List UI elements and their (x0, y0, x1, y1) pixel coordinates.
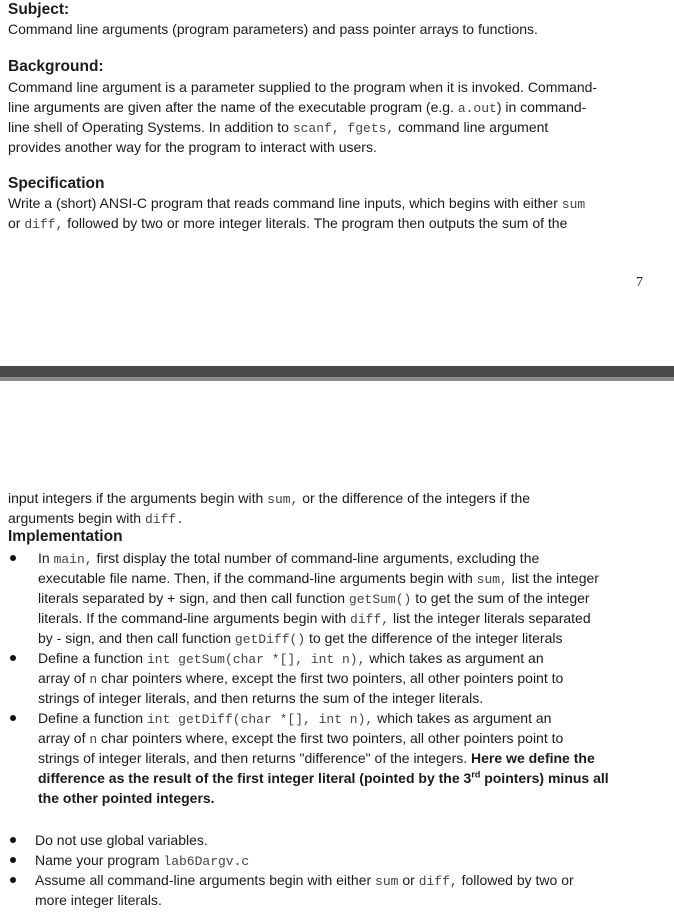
cont-line-2 (8, 508, 648, 528)
code-getsum: getSum() (348, 592, 412, 607)
b3-l4-sup: rd (471, 769, 481, 780)
spec-line-2 (8, 213, 648, 233)
spec-l2-or: or (8, 215, 25, 231)
b1-line-5 (38, 628, 648, 648)
code-getdiff-signature: int getDiff(char *[], int n), (146, 712, 374, 727)
b2-l1-a: Define a function (38, 650, 147, 666)
b1-l2-a: executable file name. Then, if the command-line arguments begin with (38, 570, 477, 586)
b2-l2-b: char pointers where, except the first two pointers, all other pointers point to (97, 670, 564, 686)
b1-l2-b: list the integer (507, 570, 599, 586)
b2-line-2 (38, 668, 648, 688)
b3-l2-b: char pointers where, except the first two pointers, all other pointers point to (97, 730, 564, 746)
req-3-b: followed by two or (457, 872, 574, 888)
impl-bullet-2 (8, 648, 648, 708)
code-diff: diff, (24, 217, 64, 232)
b3-line-5 (38, 788, 648, 808)
subject-heading: Subject: (8, 1, 70, 18)
specification-paragraph (8, 193, 648, 233)
continuation-paragraph (8, 488, 648, 528)
code-n-2: n (89, 732, 98, 747)
background-line-2 (8, 97, 648, 117)
b3-l5-bold: the other pointed integers. (38, 790, 215, 806)
code-diff-3: diff, (350, 612, 390, 627)
bg-l2-after: ) in command- (496, 99, 587, 115)
bg-l2-text: line arguments are given after the name of the executable program (e.g. (8, 99, 454, 115)
code-sum-3: sum, (476, 572, 508, 587)
b1-line-2 (38, 568, 648, 588)
requirements-list (8, 830, 648, 910)
code-diff-2: diff. (144, 512, 184, 527)
code-sum: sum (561, 197, 586, 212)
code-fgets: fgets, (347, 121, 395, 136)
cont-line-1 (8, 488, 648, 508)
b1-l5-b: to get the difference of the integer literals (305, 630, 563, 646)
b1-line-4 (38, 608, 648, 628)
background-line-4: provides another way for the program to interact with users. (8, 139, 377, 155)
req-3-a: Assume all command-line arguments begin with either (35, 872, 376, 888)
bullet-dot (10, 837, 16, 843)
page-number: 7 (636, 275, 643, 290)
code-sum-2: sum, (267, 492, 299, 507)
b3-l2-a: array of (38, 730, 90, 746)
b3-l1-a: Define a function (38, 710, 147, 726)
bullet-dot (10, 715, 16, 721)
cont-l1-a: input integers if the arguments begin with (8, 490, 268, 506)
impl-bullet-1 (8, 548, 648, 648)
b1-l5-a: by - sign, and then call function (38, 630, 235, 646)
code-aout: a.out (457, 101, 497, 116)
cont-l1-b: or the difference of the integers if the (298, 490, 531, 506)
req-2-text: Name your program (35, 852, 164, 868)
b3-l1-b: which takes as argument an (373, 710, 552, 726)
background-heading: Background: (8, 58, 104, 75)
b3-l4-bold-a: difference as the result of the first integer literal (pointed by the 3 (38, 770, 472, 786)
bg-l3-after: command line argument (394, 119, 549, 135)
implementation-list (8, 548, 648, 808)
b1-l3-a: literals separated by + sign, and then call function (38, 590, 349, 606)
code-n: n (89, 672, 98, 687)
bg-l3-prefix: line shell of Operating Systems. In addition to (8, 119, 293, 135)
bullet-dot (10, 555, 16, 561)
code-scanf: scanf, (292, 121, 340, 136)
b1-line-1 (38, 548, 648, 568)
b2-l2-a: array of (38, 670, 90, 686)
b1-line-3 (38, 588, 648, 608)
impl-bullet-3 (8, 708, 648, 808)
subject-text (8, 19, 648, 39)
bullet-dot (10, 655, 16, 661)
req-3-line-2: more integer literals. (35, 892, 162, 908)
b3-l3-bold: Here we define the (471, 750, 595, 766)
b3-line-1 (38, 708, 648, 728)
b2-line-1 (38, 648, 648, 668)
b1-l3-b: to get the sum of the integer (411, 590, 590, 606)
b1-l4-b: list the integer literals separated (389, 610, 591, 626)
specification-heading: Specification (8, 175, 105, 192)
page-break-divider (0, 366, 674, 381)
background-line-1: Command line argument is a parameter supplied to the program when it is invoked. Command- (8, 79, 598, 95)
code-sum-4: sum (375, 874, 399, 889)
background-line-3 (8, 117, 648, 137)
b3-l4-bold-b: pointers) minus all (480, 770, 609, 786)
b1-l1-a: In (38, 550, 54, 566)
req-3-line-1 (35, 870, 648, 890)
req-bullet-2 (8, 850, 648, 870)
req-2-line (35, 850, 648, 870)
b1-l1-b: first display the total number of command-line arguments, excluding the (92, 550, 540, 566)
b3-line-2 (38, 728, 648, 748)
code-getsum-signature: int getSum(char *[], int n), (146, 652, 366, 667)
cont-l2-a: arguments begin with (8, 510, 145, 526)
b3-l3-a: strings of integer literals, and then returns "difference" of the integers. (38, 750, 472, 766)
req-3-or: or (398, 872, 419, 888)
background-paragraph (8, 77, 648, 157)
req-bullet-1 (8, 830, 648, 850)
b2-l1-b: which takes as argument an (365, 650, 544, 666)
spec-line-1 (8, 193, 648, 213)
req-bullet-3 (8, 870, 648, 910)
implementation-heading: Implementation (8, 528, 123, 545)
b3-line-4 (38, 768, 648, 788)
spec-l2-text: followed by two or more integer literals. The program then outputs the sum of the (63, 215, 568, 231)
b1-l4-a: literals. If the command-line arguments begin with (38, 610, 351, 626)
b3-line-3 (38, 748, 648, 768)
req-1-text: Do not use global variables. (35, 832, 208, 848)
code-filename: lab6Dargv.c (163, 854, 250, 869)
b2-line-3: strings of integer literals, and then returns the sum of the integer literals. (38, 690, 484, 706)
subject-line: Command line arguments (program parameters) and pass pointer arrays to functions. (8, 21, 538, 37)
spec-l1-text: Write a (short) ANSI-C program that reads command line inputs, which begins with either (8, 195, 562, 211)
bullet-dot (10, 857, 16, 863)
code-main: main, (53, 552, 93, 567)
code-diff-4: diff, (418, 874, 458, 889)
code-getdiff: getDiff() (234, 632, 306, 647)
bullet-dot (10, 877, 16, 883)
